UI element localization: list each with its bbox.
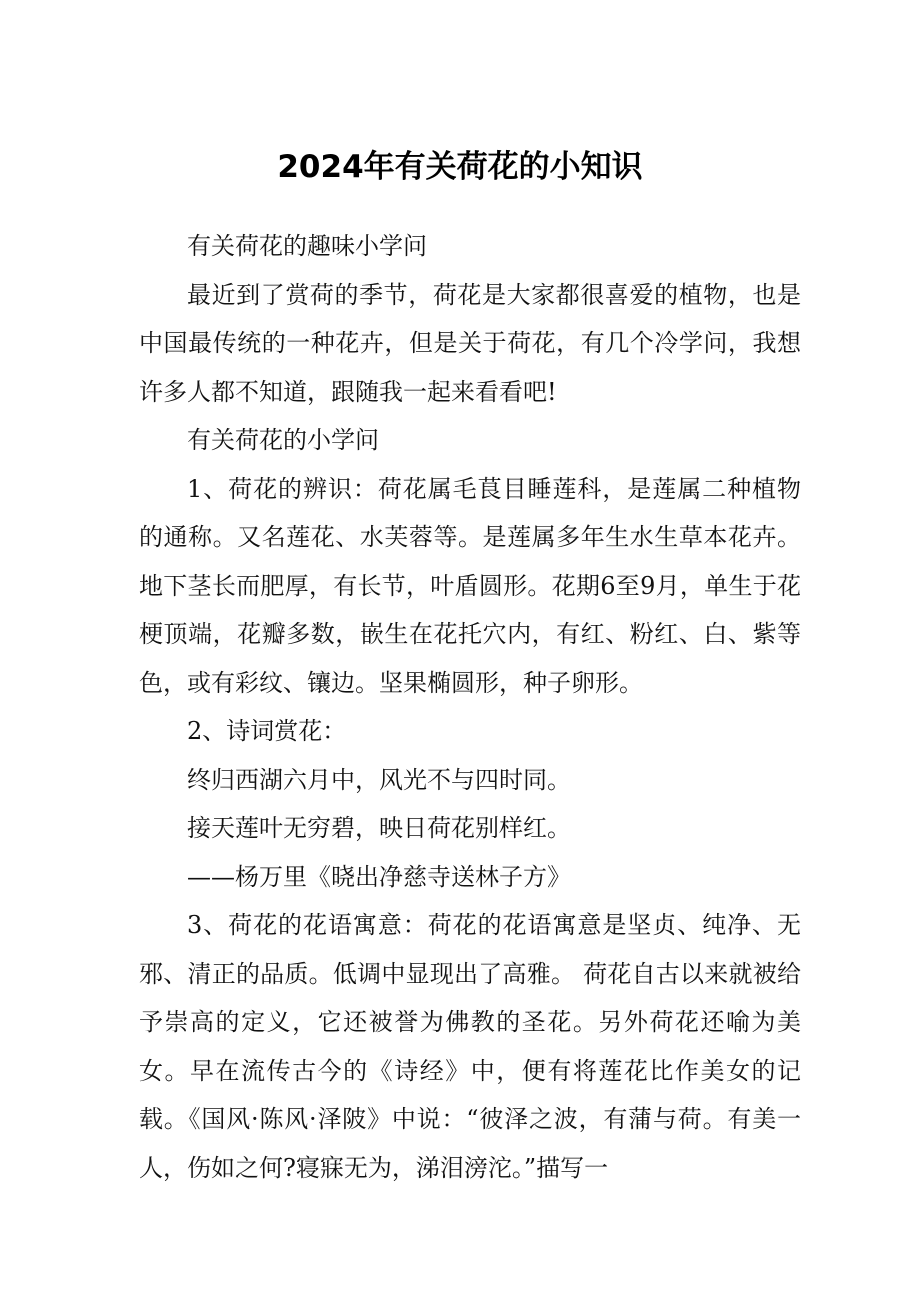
paragraph: ——杨万里《晓出净慈寺送林子方》 — [187, 862, 571, 891]
paragraph: 3、荷花的花语寓意：荷花的花语寓意是坚贞、纯净、无邪、清正的品质。低调中显现出了高雅。 荷花自古以来就被给予崇高的定义，它还被誉为佛教的圣花。另外荷花还喻为美女。早在流传古今的《诗经》中，便有将莲花比作美女的记载。《国风·陈风·泽陂》中说：“彼泽之波，有蒲与荷。有美一人，伤如之何?寝寐无为，涕泪滂沱。”描写一 — [139, 911, 801, 1182]
paragraph: 2、诗词赏花： — [187, 717, 347, 745]
document-body — [139, 222, 801, 1192]
paragraph: 有关荷花的小学问 — [187, 426, 379, 454]
paragraph: 最近到了赏荷的季节，荷花是大家都很喜爱的植物，也是中国最传统的一种花卉，但是关于荷花，有几个冷学问，我想许多人都不知道，跟随我一起来看看吧! — [139, 280, 801, 406]
document-title: 2024年有关荷花的小知识 — [277, 149, 643, 185]
paragraph: 有关荷花的趣味小学问 — [187, 232, 427, 260]
paragraph: 终归西湖六月中，风光不与四时同。 — [187, 765, 571, 794]
paragraph: 接天莲叶无穷碧，映日荷花别样红。 — [187, 814, 571, 842]
paragraph: 1、荷花的辨识：荷花属毛茛目睡莲科，是莲属二种植物的通称。又名莲花、水芙蓉等。是莲属多年生水生草本花卉。地下茎长而肥厚，有长节，叶盾圆形。花期6至9月，单生于花梗顶端，花瓣多数，嵌生在花托穴内，有红、粉红、白、紫等色，或有彩纹、镶边。坚果椭圆形，种子卵形。 — [139, 474, 801, 697]
